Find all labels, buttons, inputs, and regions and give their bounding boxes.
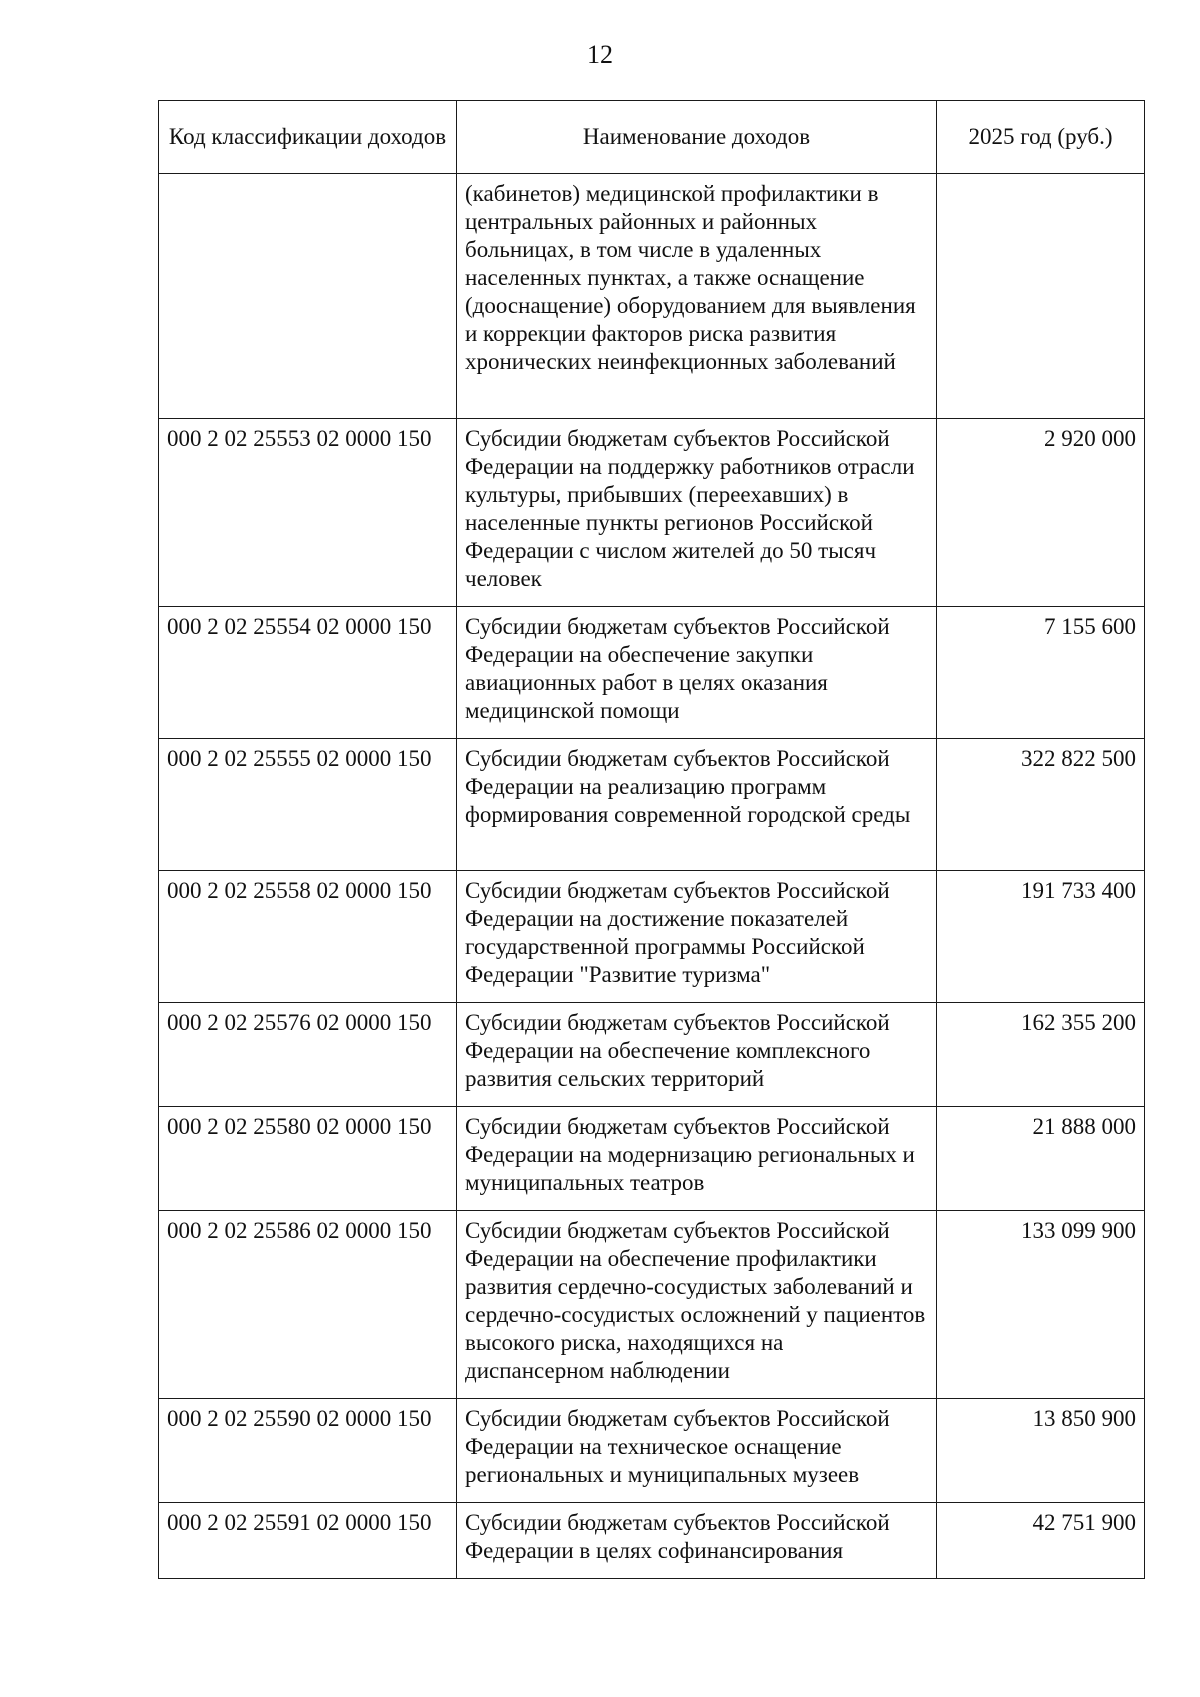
row-name: (кабинетов) медицинской профилактики в центральных районных и районных больницах, в том числе в удаленных населенных пунктах, а также оснащение (дооснащение) оборудованием для выявления и коррекции факторов риска развития хронических неинфекционных заболеваний	[457, 174, 937, 419]
row-code: 000 2 02 25591 02 0000 150	[159, 1503, 457, 1579]
row-name: Субсидии бюджетам субъектов Российской Федерации в целях софинансирования	[457, 1503, 937, 1579]
row-code: 000 2 02 25553 02 0000 150	[159, 419, 457, 607]
header-name: Наименование доходов	[457, 101, 937, 174]
row-code: 000 2 02 25554 02 0000 150	[159, 607, 457, 739]
row-amount: 322 822 500	[937, 739, 1145, 871]
table-row	[159, 1003, 1145, 1107]
row-code: 000 2 02 25576 02 0000 150	[159, 1003, 457, 1107]
row-name: Субсидии бюджетам субъектов Российской Федерации на реализацию программ формирования современной городской среды	[457, 739, 937, 871]
row-amount: 191 733 400	[937, 871, 1145, 1003]
table-row	[159, 419, 1145, 607]
row-name: Субсидии бюджетам субъектов Российской Федерации на поддержку работников отрасли культуры, прибывших (переехавших) в населенные пункты регионов Российской Федерации с числом жителей до 50 тысяч человек	[457, 419, 937, 607]
row-name: Субсидии бюджетам субъектов Российской Федерации на обеспечение комплексного развития сельских территорий	[457, 1003, 937, 1107]
row-code: 000 2 02 25555 02 0000 150	[159, 739, 457, 871]
table-row	[159, 1107, 1145, 1211]
row-code: 000 2 02 25590 02 0000 150	[159, 1399, 457, 1503]
row-name: Субсидии бюджетам субъектов Российской Федерации на модернизацию региональных и муниципальных театров	[457, 1107, 937, 1211]
row-amount: 162 355 200	[937, 1003, 1145, 1107]
table-row	[159, 1399, 1145, 1503]
row-name: Субсидии бюджетам субъектов Российской Федерации на техническое оснащение региональных и муниципальных музеев	[457, 1399, 937, 1503]
row-amount: 13 850 900	[937, 1399, 1145, 1503]
income-table	[158, 100, 1145, 1579]
table-row	[159, 739, 1145, 871]
row-amount: 7 155 600	[937, 607, 1145, 739]
row-code	[159, 174, 457, 419]
table-row	[159, 871, 1145, 1003]
page-number: 12	[587, 40, 613, 69]
table-row	[159, 1503, 1145, 1579]
header-code: Код классификации доходов	[159, 101, 457, 174]
row-amount	[937, 174, 1145, 419]
row-code: 000 2 02 25586 02 0000 150	[159, 1211, 457, 1399]
table-row	[159, 174, 1145, 419]
table-row	[159, 607, 1145, 739]
row-amount: 42 751 900	[937, 1503, 1145, 1579]
row-name: Субсидии бюджетам субъектов Российской Федерации на обеспечение закупки авиационных работ в целях оказания медицинской помощи	[457, 607, 937, 739]
row-name: Субсидии бюджетам субъектов Российской Федерации на обеспечение профилактики развития сердечно-сосудистых заболеваний и сердечно-сосудистых осложнений у пациентов высокого риска, находящихся на диспансерном наблюдении	[457, 1211, 937, 1399]
table-row	[159, 1211, 1145, 1399]
row-code: 000 2 02 25580 02 0000 150	[159, 1107, 457, 1211]
row-name: Субсидии бюджетам субъектов Российской Федерации на достижение показателей государственной программы Российской Федерации "Развитие туризма"	[457, 871, 937, 1003]
row-amount: 21 888 000	[937, 1107, 1145, 1211]
table-header-row	[159, 101, 1145, 174]
row-code: 000 2 02 25558 02 0000 150	[159, 871, 457, 1003]
row-amount: 133 099 900	[937, 1211, 1145, 1399]
income-table-container	[158, 100, 1144, 1579]
header-amount: 2025 год (руб.)	[937, 101, 1145, 174]
row-amount: 2 920 000	[937, 419, 1145, 607]
